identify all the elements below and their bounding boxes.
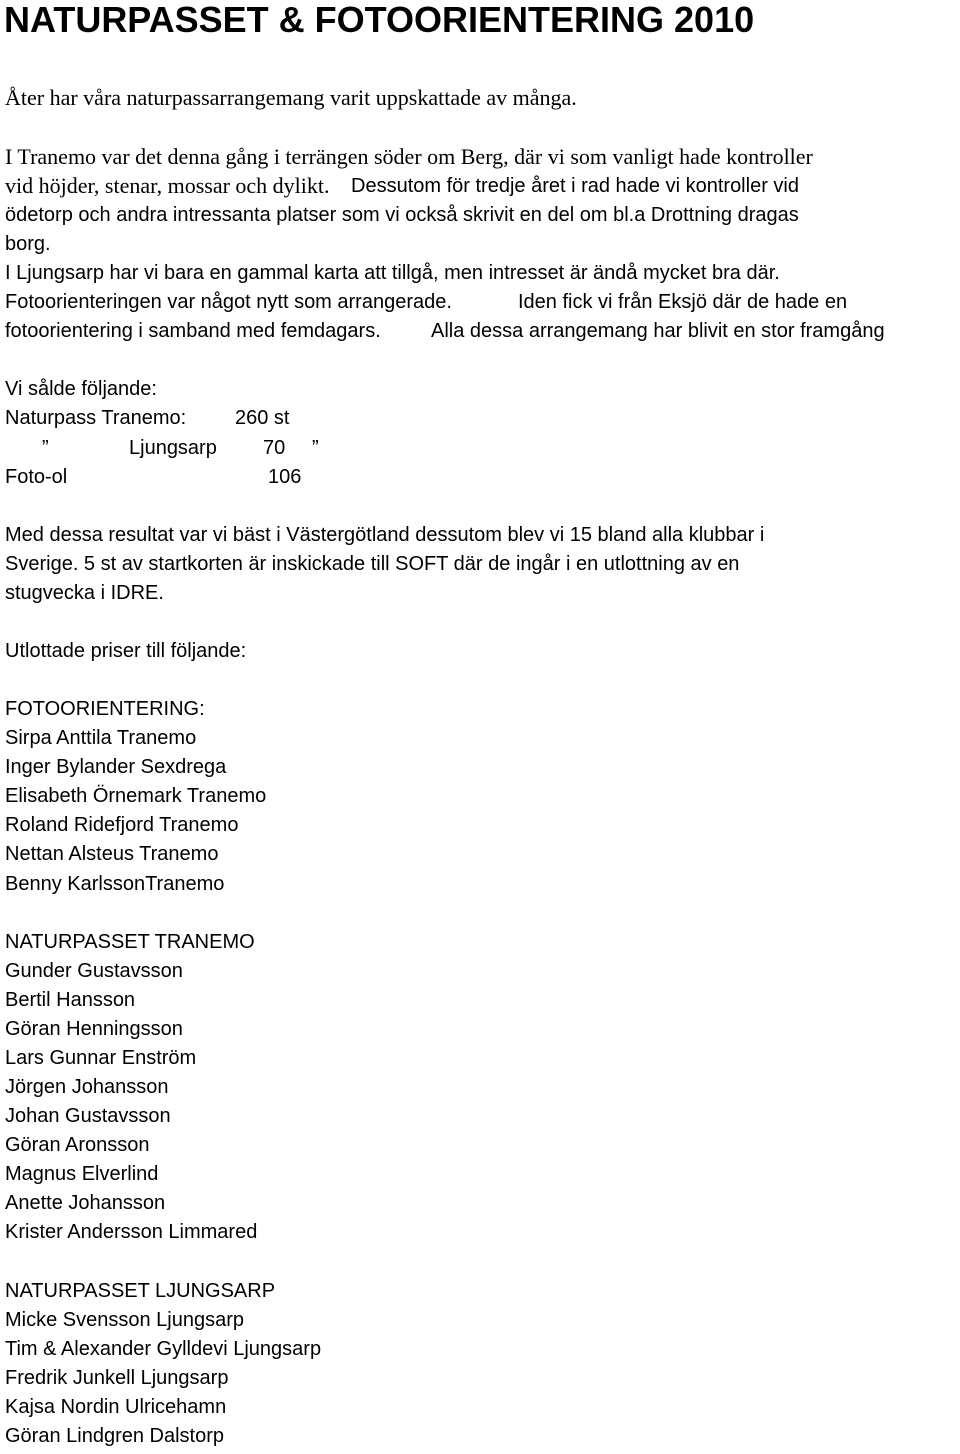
intro-line: Åter har våra naturpassarrangemang varit uppskattade av många.	[5, 85, 577, 110]
intro-line-part: Iden fick vi från Eksjö där de hade en	[518, 291, 848, 313]
result-line: Med dessa resultat var vi bäst i Västergötland dessutom blev vi 15 bland alla klubbar i	[5, 524, 765, 546]
winner-line: Bertil Hansson	[5, 989, 136, 1011]
winner-line: Gunder Gustavsson	[5, 960, 183, 982]
section-heading-tranemo: NATURPASSET TRANEMO	[5, 931, 255, 953]
winner-line: Inger Bylander Sexdrega	[5, 756, 227, 778]
intro-line-part: vid höjder, stenar, mossar och dylikt.	[5, 173, 330, 198]
winner-line: Magnus Elverlind	[5, 1163, 159, 1185]
intro-line-part: Fotoorienteringen var något nytt som arrangerade.	[5, 291, 452, 313]
sales-label: Ljungsarp	[129, 437, 217, 459]
section-heading-ljungsarp: NATURPASSET LJUNGSARP	[5, 1280, 276, 1302]
winner-line: Jörgen Johansson	[5, 1076, 169, 1098]
winner-line: Roland Ridefjord Tranemo	[5, 814, 239, 836]
ditto-mark: ”	[42, 437, 49, 459]
intro-line: I Ljungsarp har vi bara en gammal karta att tillgå, men intresset är ändå mycket bra där.	[5, 262, 780, 284]
intro-line: borg.	[5, 233, 51, 255]
sales-label: Foto-ol	[5, 466, 68, 488]
winner-line: Elisabeth Örnemark Tranemo	[5, 785, 267, 807]
sales-value: 70	[263, 437, 286, 459]
winner-line: Göran Henningsson	[5, 1018, 183, 1040]
winner-line: Anette Johansson	[5, 1192, 166, 1214]
result-line: Sverige. 5 st av startkorten är inskickade till SOFT där de ingår i en utlottning av en	[5, 553, 740, 575]
winner-line: Tim & Alexander Gylldevi Ljungsarp	[5, 1338, 322, 1360]
intro-line-part: Alla dessa arrangemang har blivit en stor framgång	[431, 320, 885, 342]
intro-line: ödetorp och andra intressanta platser som vi också skrivit en del om bl.a Drottning dragas	[5, 204, 799, 226]
winner-line: Krister Andersson Limmared	[5, 1221, 258, 1243]
winner-line: Johan Gustavsson	[5, 1105, 171, 1127]
winner-line: Micke Svensson Ljungsarp	[5, 1309, 245, 1331]
winner-line: Nettan Alsteus Tranemo	[5, 843, 219, 865]
winner-line: Benny KarlssonTranemo	[5, 873, 225, 895]
sales-value: 106	[268, 466, 302, 488]
intro-line-part: fotoorientering i samband med femdagars.	[5, 320, 381, 342]
prizes-heading: Utlottade priser till följande:	[5, 640, 247, 662]
intro-line: I Tranemo var det denna gång i terrängen söder om Berg, där vi som vanligt hade kontroller	[5, 144, 813, 169]
sales-heading: Vi sålde följande:	[5, 378, 157, 400]
winner-line: Fredrik Junkell Ljungsarp	[5, 1367, 229, 1389]
winner-line: Göran Aronsson	[5, 1134, 150, 1156]
winner-line: Kajsa Nordin Ulricehamn	[5, 1396, 227, 1418]
sales-label: Naturpass Tranemo:	[5, 407, 187, 429]
document-title: NATURPASSET & FOTOORIENTERING 2010	[4, 0, 755, 40]
winner-line: Lars Gunnar Enström	[5, 1047, 197, 1069]
winner-line: Sirpa Anttila Tranemo	[5, 727, 197, 749]
intro-line-part: Dessutom för tredje året i rad hade vi kontroller vid	[351, 175, 799, 197]
ditto-mark: ”	[312, 437, 319, 459]
section-heading-foto: FOTOORIENTERING:	[5, 698, 205, 720]
sales-value: 260 st	[235, 407, 290, 429]
result-line: stugvecka i IDRE.	[5, 582, 164, 604]
winner-line: Göran Lindgren Dalstorp	[5, 1425, 225, 1447]
